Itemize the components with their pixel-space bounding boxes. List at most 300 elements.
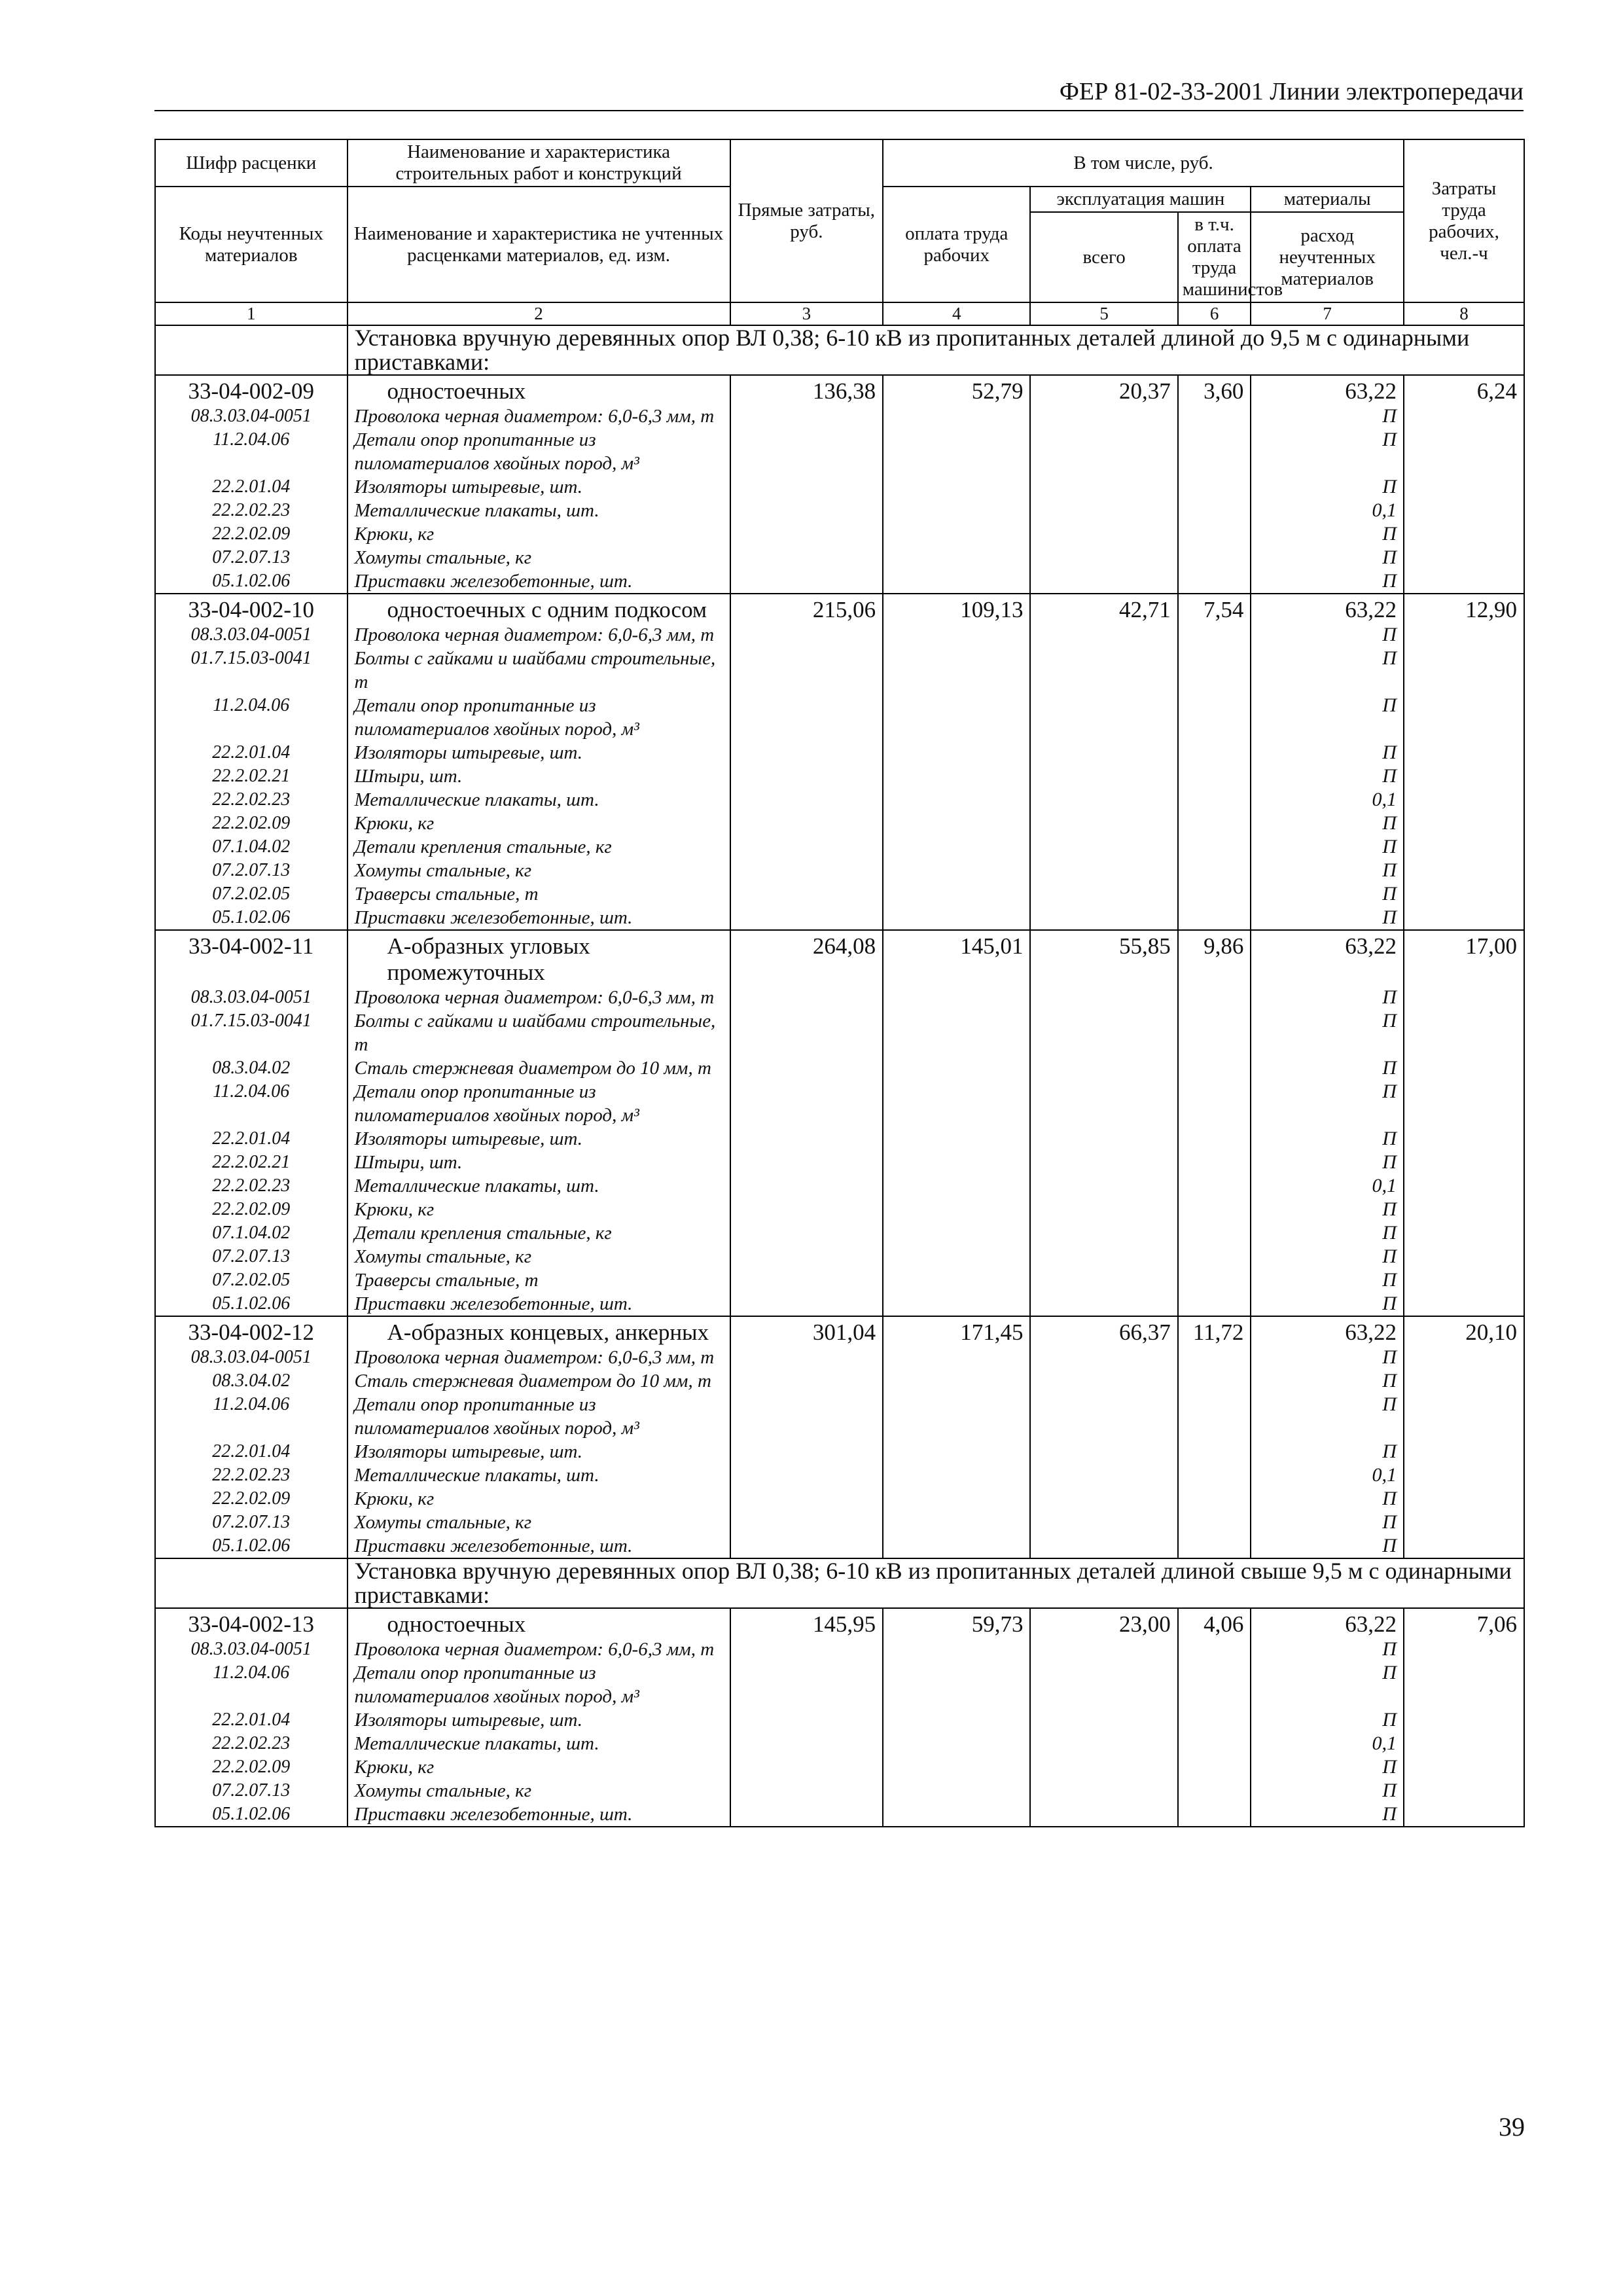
materials-cost: 63,22	[1251, 594, 1404, 623]
empty-cell	[883, 812, 1030, 835]
empty-cell	[730, 1393, 883, 1440]
material-code: 05.1.02.06	[155, 569, 348, 594]
empty-cell	[730, 1174, 883, 1198]
material-quantity: П	[1251, 1268, 1404, 1292]
empty-cell	[883, 1268, 1030, 1292]
material-name: Штыри, шт.	[348, 764, 730, 788]
material-row	[155, 499, 1524, 522]
empty-cell	[1030, 859, 1177, 882]
material-name: Детали крепления стальные, кг	[348, 835, 730, 859]
header-rate-code: Шифр расценки	[155, 139, 348, 187]
material-quantity: П	[1251, 1779, 1404, 1803]
empty-cell	[1178, 499, 1251, 522]
empty-cell	[883, 1221, 1030, 1245]
material-quantity: П	[1251, 1440, 1404, 1463]
empty-cell	[1404, 1080, 1524, 1127]
empty-cell	[1030, 1268, 1177, 1292]
empty-cell	[883, 764, 1030, 788]
material-code: 05.1.02.06	[155, 1292, 348, 1316]
material-quantity: П	[1251, 1755, 1404, 1779]
empty-cell	[730, 1803, 883, 1827]
empty-cell	[1030, 694, 1177, 741]
empty-cell	[1030, 1393, 1177, 1440]
empty-cell	[1178, 1661, 1251, 1708]
empty-cell	[730, 764, 883, 788]
empty-cell	[1030, 475, 1177, 499]
material-code: 07.2.07.13	[155, 1779, 348, 1803]
material-name: Проволока черная диаметром: 6,0-6,3 мм, т	[348, 1638, 730, 1661]
empty-cell	[1404, 1511, 1524, 1534]
material-name: Изоляторы штыревые, шт.	[348, 475, 730, 499]
material-code: 22.2.02.09	[155, 1487, 348, 1511]
empty-cell	[730, 1346, 883, 1369]
empty-cell	[1404, 546, 1524, 569]
material-name: Болты с гайками и шайбами строительные, т	[348, 1009, 730, 1056]
material-row	[155, 1009, 1524, 1056]
material-name: Металлические плакаты, шт.	[348, 1463, 730, 1487]
material-quantity: П	[1251, 906, 1404, 930]
header-unaccounted-materials: расход неучтенных материалов	[1251, 212, 1404, 302]
empty-cell	[883, 1080, 1030, 1127]
machinists-pay: 7,54	[1178, 594, 1251, 623]
empty-cell	[730, 1268, 883, 1292]
empty-cell	[1404, 404, 1524, 428]
machinists-pay: 9,86	[1178, 930, 1251, 986]
material-name: Металлические плакаты, шт.	[348, 788, 730, 812]
empty-cell	[1178, 1245, 1251, 1268]
material-row	[155, 647, 1524, 694]
empty-cell	[1030, 1463, 1177, 1487]
labor-pay: 59,73	[883, 1608, 1030, 1638]
material-code: 22.2.01.04	[155, 475, 348, 499]
empty-cell	[883, 835, 1030, 859]
material-name: Проволока черная диаметром: 6,0-6,3 мм, т	[348, 1346, 730, 1369]
empty-cell	[1178, 569, 1251, 594]
material-row	[155, 1393, 1524, 1440]
header-material-codes: Коды неучтенных материалов	[155, 187, 348, 302]
material-name: Приставки железобетонные, шт.	[348, 906, 730, 930]
empty-cell	[883, 499, 1030, 522]
empty-cell	[1030, 788, 1177, 812]
empty-cell	[1404, 522, 1524, 546]
material-quantity: П	[1251, 1661, 1404, 1708]
material-row	[155, 694, 1524, 741]
page-header	[154, 77, 1524, 111]
material-row	[155, 1708, 1524, 1732]
rate-code: 33-04-002-10	[155, 594, 348, 623]
empty-cell	[1178, 428, 1251, 475]
empty-cell	[1404, 741, 1524, 764]
material-row	[155, 569, 1524, 594]
material-code: 08.3.03.04-0051	[155, 404, 348, 428]
empty-cell	[1404, 1534, 1524, 1558]
material-code: 05.1.02.06	[155, 1803, 348, 1827]
empty-cell	[883, 986, 1030, 1009]
empty-cell	[883, 1346, 1030, 1369]
machinists-pay: 3,60	[1178, 375, 1251, 404]
rate-code: 33-04-002-13	[155, 1608, 348, 1638]
material-name: Траверсы стальные, т	[348, 882, 730, 906]
empty-cell	[1404, 1151, 1524, 1174]
empty-cell	[730, 522, 883, 546]
empty-cell	[1030, 1638, 1177, 1661]
empty-cell	[1404, 1009, 1524, 1056]
material-row	[155, 1268, 1524, 1292]
material-quantity: П	[1251, 986, 1404, 1009]
empty-cell	[1030, 522, 1177, 546]
material-code: 22.2.02.23	[155, 1732, 348, 1755]
material-quantity: П	[1251, 1151, 1404, 1174]
material-quantity: П	[1251, 1708, 1404, 1732]
material-name: Детали опор пропитанные из пиломатериалов хвойных пород, м³	[348, 694, 730, 741]
empty-cell	[883, 1463, 1030, 1487]
machines-total: 20,37	[1030, 375, 1177, 404]
empty-cell	[730, 1534, 883, 1558]
column-number: 3	[730, 302, 883, 325]
rate-code: 33-04-002-12	[155, 1316, 348, 1346]
material-code: 11.2.04.06	[155, 1661, 348, 1708]
materials-cost: 63,22	[1251, 930, 1404, 986]
empty-cell	[883, 428, 1030, 475]
material-row	[155, 1779, 1524, 1803]
empty-cell	[730, 647, 883, 694]
empty-cell	[1404, 1127, 1524, 1151]
material-row	[155, 1638, 1524, 1661]
empty-cell	[730, 1708, 883, 1732]
machinists-pay: 4,06	[1178, 1608, 1251, 1638]
empty-cell	[1404, 835, 1524, 859]
empty-cell	[1404, 1638, 1524, 1661]
empty-cell	[1178, 694, 1251, 741]
material-quantity: П	[1251, 694, 1404, 741]
empty-cell	[883, 569, 1030, 594]
material-name: Изоляторы штыревые, шт.	[348, 1708, 730, 1732]
empty-cell	[730, 1009, 883, 1056]
empty-cell	[1404, 1463, 1524, 1487]
material-quantity: 0,1	[1251, 1463, 1404, 1487]
labor-hours: 7,06	[1404, 1608, 1524, 1638]
machines-total: 66,37	[1030, 1316, 1177, 1346]
work-name: одностоечных	[348, 375, 730, 404]
rate-row	[155, 1608, 1524, 1638]
material-row	[155, 1487, 1524, 1511]
empty-cell	[1030, 1346, 1177, 1369]
material-code: 07.2.07.13	[155, 1245, 348, 1268]
machinists-pay: 11,72	[1178, 1316, 1251, 1346]
empty-cell	[1404, 623, 1524, 647]
direct-costs: 136,38	[730, 375, 883, 404]
empty-cell	[730, 428, 883, 475]
empty-cell	[730, 788, 883, 812]
empty-cell	[730, 1779, 883, 1803]
column-number: 1	[155, 302, 348, 325]
machines-total: 42,71	[1030, 594, 1177, 623]
material-quantity: П	[1251, 764, 1404, 788]
work-name: одностоечных с одним подкосом	[348, 594, 730, 623]
material-row	[155, 906, 1524, 930]
material-row	[155, 522, 1524, 546]
material-quantity: П	[1251, 1198, 1404, 1221]
material-row	[155, 1511, 1524, 1534]
empty-cell	[1404, 788, 1524, 812]
empty-cell	[1030, 1487, 1177, 1511]
empty-cell	[883, 623, 1030, 647]
empty-cell	[1178, 906, 1251, 930]
empty-cell	[1178, 1638, 1251, 1661]
empty-cell	[1030, 1127, 1177, 1151]
material-code: 07.2.07.13	[155, 1511, 348, 1534]
empty-cell	[1030, 764, 1177, 788]
empty-cell	[883, 1755, 1030, 1779]
material-row	[155, 1127, 1524, 1151]
empty-cell	[1404, 1755, 1524, 1779]
empty-cell	[1030, 428, 1177, 475]
column-number: 2	[348, 302, 730, 325]
empty-cell	[1178, 812, 1251, 835]
empty-cell	[1030, 1174, 1177, 1198]
empty-cell	[1178, 1463, 1251, 1487]
section-title: Установка вручную деревянных опор ВЛ 0,38; 6-10 кВ из пропитанных деталей длиной до 9,5 м с одинарными приставками:	[348, 325, 1524, 375]
column-number: 8	[1404, 302, 1524, 325]
material-row	[155, 882, 1524, 906]
empty-cell	[1178, 1511, 1251, 1534]
section-row	[155, 325, 1524, 375]
work-name: А-образных концевых, анкерных	[348, 1316, 730, 1346]
empty-cell	[883, 1534, 1030, 1558]
material-row	[155, 1369, 1524, 1393]
material-row	[155, 835, 1524, 859]
empty-cell	[883, 1393, 1030, 1440]
material-name: Хомуты стальные, кг	[348, 1245, 730, 1268]
empty-cell	[1404, 906, 1524, 930]
material-name: Изоляторы штыревые, шт.	[348, 1440, 730, 1463]
column-number: 6	[1178, 302, 1251, 325]
material-row	[155, 1440, 1524, 1463]
material-code: 08.3.03.04-0051	[155, 623, 348, 647]
material-quantity: П	[1251, 623, 1404, 647]
material-code: 22.2.02.09	[155, 522, 348, 546]
header-material-names: Наименование и характеристика не учтенных расценками материалов, ед. изм.	[348, 187, 730, 302]
material-name: Проволока черная диаметром: 6,0-6,3 мм, т	[348, 986, 730, 1009]
empty-cell	[1030, 546, 1177, 569]
material-code: 22.2.01.04	[155, 1127, 348, 1151]
material-name: Хомуты стальные, кг	[348, 1511, 730, 1534]
material-quantity: П	[1251, 1638, 1404, 1661]
empty-cell	[730, 1487, 883, 1511]
empty-cell	[730, 1511, 883, 1534]
empty-cell	[1178, 882, 1251, 906]
header-machines-total: всего	[1030, 212, 1177, 302]
rates-body	[155, 325, 1524, 1827]
rate-code: 33-04-002-09	[155, 375, 348, 404]
material-row	[155, 428, 1524, 475]
empty-cell	[1030, 986, 1177, 1009]
material-quantity: П	[1251, 647, 1404, 694]
empty-cell	[1404, 499, 1524, 522]
material-row	[155, 1803, 1524, 1827]
empty-cell	[1030, 1009, 1177, 1056]
material-quantity: П	[1251, 1245, 1404, 1268]
material-code: 05.1.02.06	[155, 1534, 348, 1558]
empty-cell	[883, 522, 1030, 546]
material-code: 22.2.02.23	[155, 499, 348, 522]
header-materials: материалы	[1251, 187, 1404, 212]
empty-cell	[1030, 1151, 1177, 1174]
empty-cell	[1030, 1803, 1177, 1827]
empty-cell	[1030, 1369, 1177, 1393]
empty-cell	[1030, 1221, 1177, 1245]
column-number: 5	[1030, 302, 1177, 325]
direct-costs: 145,95	[730, 1608, 883, 1638]
empty-cell	[730, 1463, 883, 1487]
empty-cell	[883, 1292, 1030, 1316]
empty-cell	[1030, 1779, 1177, 1803]
material-code: 11.2.04.06	[155, 694, 348, 741]
empty-cell	[1178, 1779, 1251, 1803]
empty-cell	[883, 546, 1030, 569]
material-row	[155, 1221, 1524, 1245]
empty-cell	[1030, 1080, 1177, 1127]
empty-cell	[1404, 1393, 1524, 1440]
column-number: 4	[883, 302, 1030, 325]
empty-cell	[1178, 1009, 1251, 1056]
work-name: одностоечных	[348, 1608, 730, 1638]
material-row	[155, 475, 1524, 499]
empty-cell	[883, 475, 1030, 499]
empty-cell	[1178, 1198, 1251, 1221]
empty-cell	[730, 1638, 883, 1661]
material-name: Штыри, шт.	[348, 1151, 730, 1174]
empty-cell	[1404, 428, 1524, 475]
material-quantity: П	[1251, 835, 1404, 859]
empty-cell	[1404, 1369, 1524, 1393]
empty-cell	[1030, 569, 1177, 594]
empty-cell	[1178, 1292, 1251, 1316]
material-name: Сталь стержневая диаметром до 10 мм, т	[348, 1056, 730, 1080]
empty-cell	[1404, 986, 1524, 1009]
empty-cell	[883, 1056, 1030, 1080]
section-title: Установка вручную деревянных опор ВЛ 0,38; 6-10 кВ из пропитанных деталей длиной свыше 9,5 м с одинарными приставками:	[348, 1558, 1524, 1608]
header-labor-pay: оплата труда рабочих	[883, 187, 1030, 302]
material-quantity: П	[1251, 1487, 1404, 1511]
empty-cell	[1030, 882, 1177, 906]
empty-cell	[883, 1151, 1030, 1174]
material-code: 22.2.02.09	[155, 812, 348, 835]
labor-hours: 12,90	[1404, 594, 1524, 623]
labor-hours: 17,00	[1404, 930, 1524, 986]
empty-cell	[883, 1732, 1030, 1755]
empty-cell	[1178, 1534, 1251, 1558]
material-quantity: 0,1	[1251, 788, 1404, 812]
material-code: 08.3.03.04-0051	[155, 986, 348, 1009]
material-name: Болты с гайками и шайбами строительные, т	[348, 647, 730, 694]
empty-cell	[1178, 859, 1251, 882]
empty-cell	[1030, 647, 1177, 694]
material-quantity: П	[1251, 882, 1404, 906]
material-name: Приставки железобетонные, шт.	[348, 1534, 730, 1558]
empty-cell	[883, 1638, 1030, 1661]
material-name: Изоляторы штыревые, шт.	[348, 1127, 730, 1151]
empty-cell	[883, 1511, 1030, 1534]
material-code: 08.3.04.02	[155, 1056, 348, 1080]
empty-cell	[730, 1080, 883, 1127]
empty-cell	[1030, 1198, 1177, 1221]
empty-cell	[1404, 1440, 1524, 1463]
empty-cell	[1030, 1056, 1177, 1080]
empty-cell	[883, 1708, 1030, 1732]
empty-cell	[883, 788, 1030, 812]
material-quantity: П	[1251, 859, 1404, 882]
empty-cell	[1178, 1346, 1251, 1369]
empty-cell	[1178, 1080, 1251, 1127]
material-quantity: П	[1251, 1393, 1404, 1440]
empty-cell	[1030, 1292, 1177, 1316]
material-code: 22.2.01.04	[155, 741, 348, 764]
empty-cell	[1030, 623, 1177, 647]
material-code: 01.7.15.03-0041	[155, 1009, 348, 1056]
material-name: Детали опор пропитанные из пиломатериалов хвойных пород, м³	[348, 1661, 730, 1708]
empty-cell	[1178, 986, 1251, 1009]
material-row	[155, 788, 1524, 812]
material-name: Приставки железобетонные, шт.	[348, 1292, 730, 1316]
empty-cell	[1030, 1511, 1177, 1534]
material-code: 07.2.07.13	[155, 859, 348, 882]
empty-cell	[1178, 404, 1251, 428]
empty-cell	[1178, 647, 1251, 694]
empty-cell	[1404, 764, 1524, 788]
empty-cell	[1178, 764, 1251, 788]
empty-cell	[1404, 1803, 1524, 1827]
empty-cell	[1404, 1346, 1524, 1369]
empty-cell	[1178, 1369, 1251, 1393]
empty-cell	[1404, 569, 1524, 594]
empty-cell	[1030, 1245, 1177, 1268]
material-quantity: П	[1251, 428, 1404, 475]
empty-cell	[883, 859, 1030, 882]
empty-cell	[730, 1198, 883, 1221]
material-name: Крюки, кг	[348, 1755, 730, 1779]
material-name: Металлические плакаты, шт.	[348, 1174, 730, 1198]
empty-cell	[1178, 1393, 1251, 1440]
material-code: 11.2.04.06	[155, 1393, 348, 1440]
material-code: 22.2.02.09	[155, 1755, 348, 1779]
labor-hours: 20,10	[1404, 1316, 1524, 1346]
header-in-total: В том числе, руб.	[883, 139, 1404, 187]
empty-cell	[883, 1803, 1030, 1827]
header-labor-hours: Затраты труда рабочих, чел.-ч	[1404, 139, 1524, 302]
table-header	[155, 139, 1524, 325]
material-row	[155, 1534, 1524, 1558]
material-name: Хомуты стальные, кг	[348, 546, 730, 569]
material-code: 22.2.02.09	[155, 1198, 348, 1221]
materials-cost: 63,22	[1251, 1608, 1404, 1638]
empty-cell	[1030, 499, 1177, 522]
empty-cell	[730, 1440, 883, 1463]
material-quantity: 0,1	[1251, 1174, 1404, 1198]
material-quantity: П	[1251, 1127, 1404, 1151]
empty-cell	[1178, 1221, 1251, 1245]
material-row	[155, 546, 1524, 569]
material-row	[155, 623, 1524, 647]
empty-cell	[883, 1174, 1030, 1198]
material-quantity: П	[1251, 522, 1404, 546]
empty-cell	[1404, 1174, 1524, 1198]
work-name: А-образных угловых промежуточных	[348, 930, 730, 986]
material-name: Металлические плакаты, шт.	[348, 1732, 730, 1755]
empty-cell	[1030, 1755, 1177, 1779]
empty-cell	[730, 1369, 883, 1393]
empty-cell	[730, 1292, 883, 1316]
